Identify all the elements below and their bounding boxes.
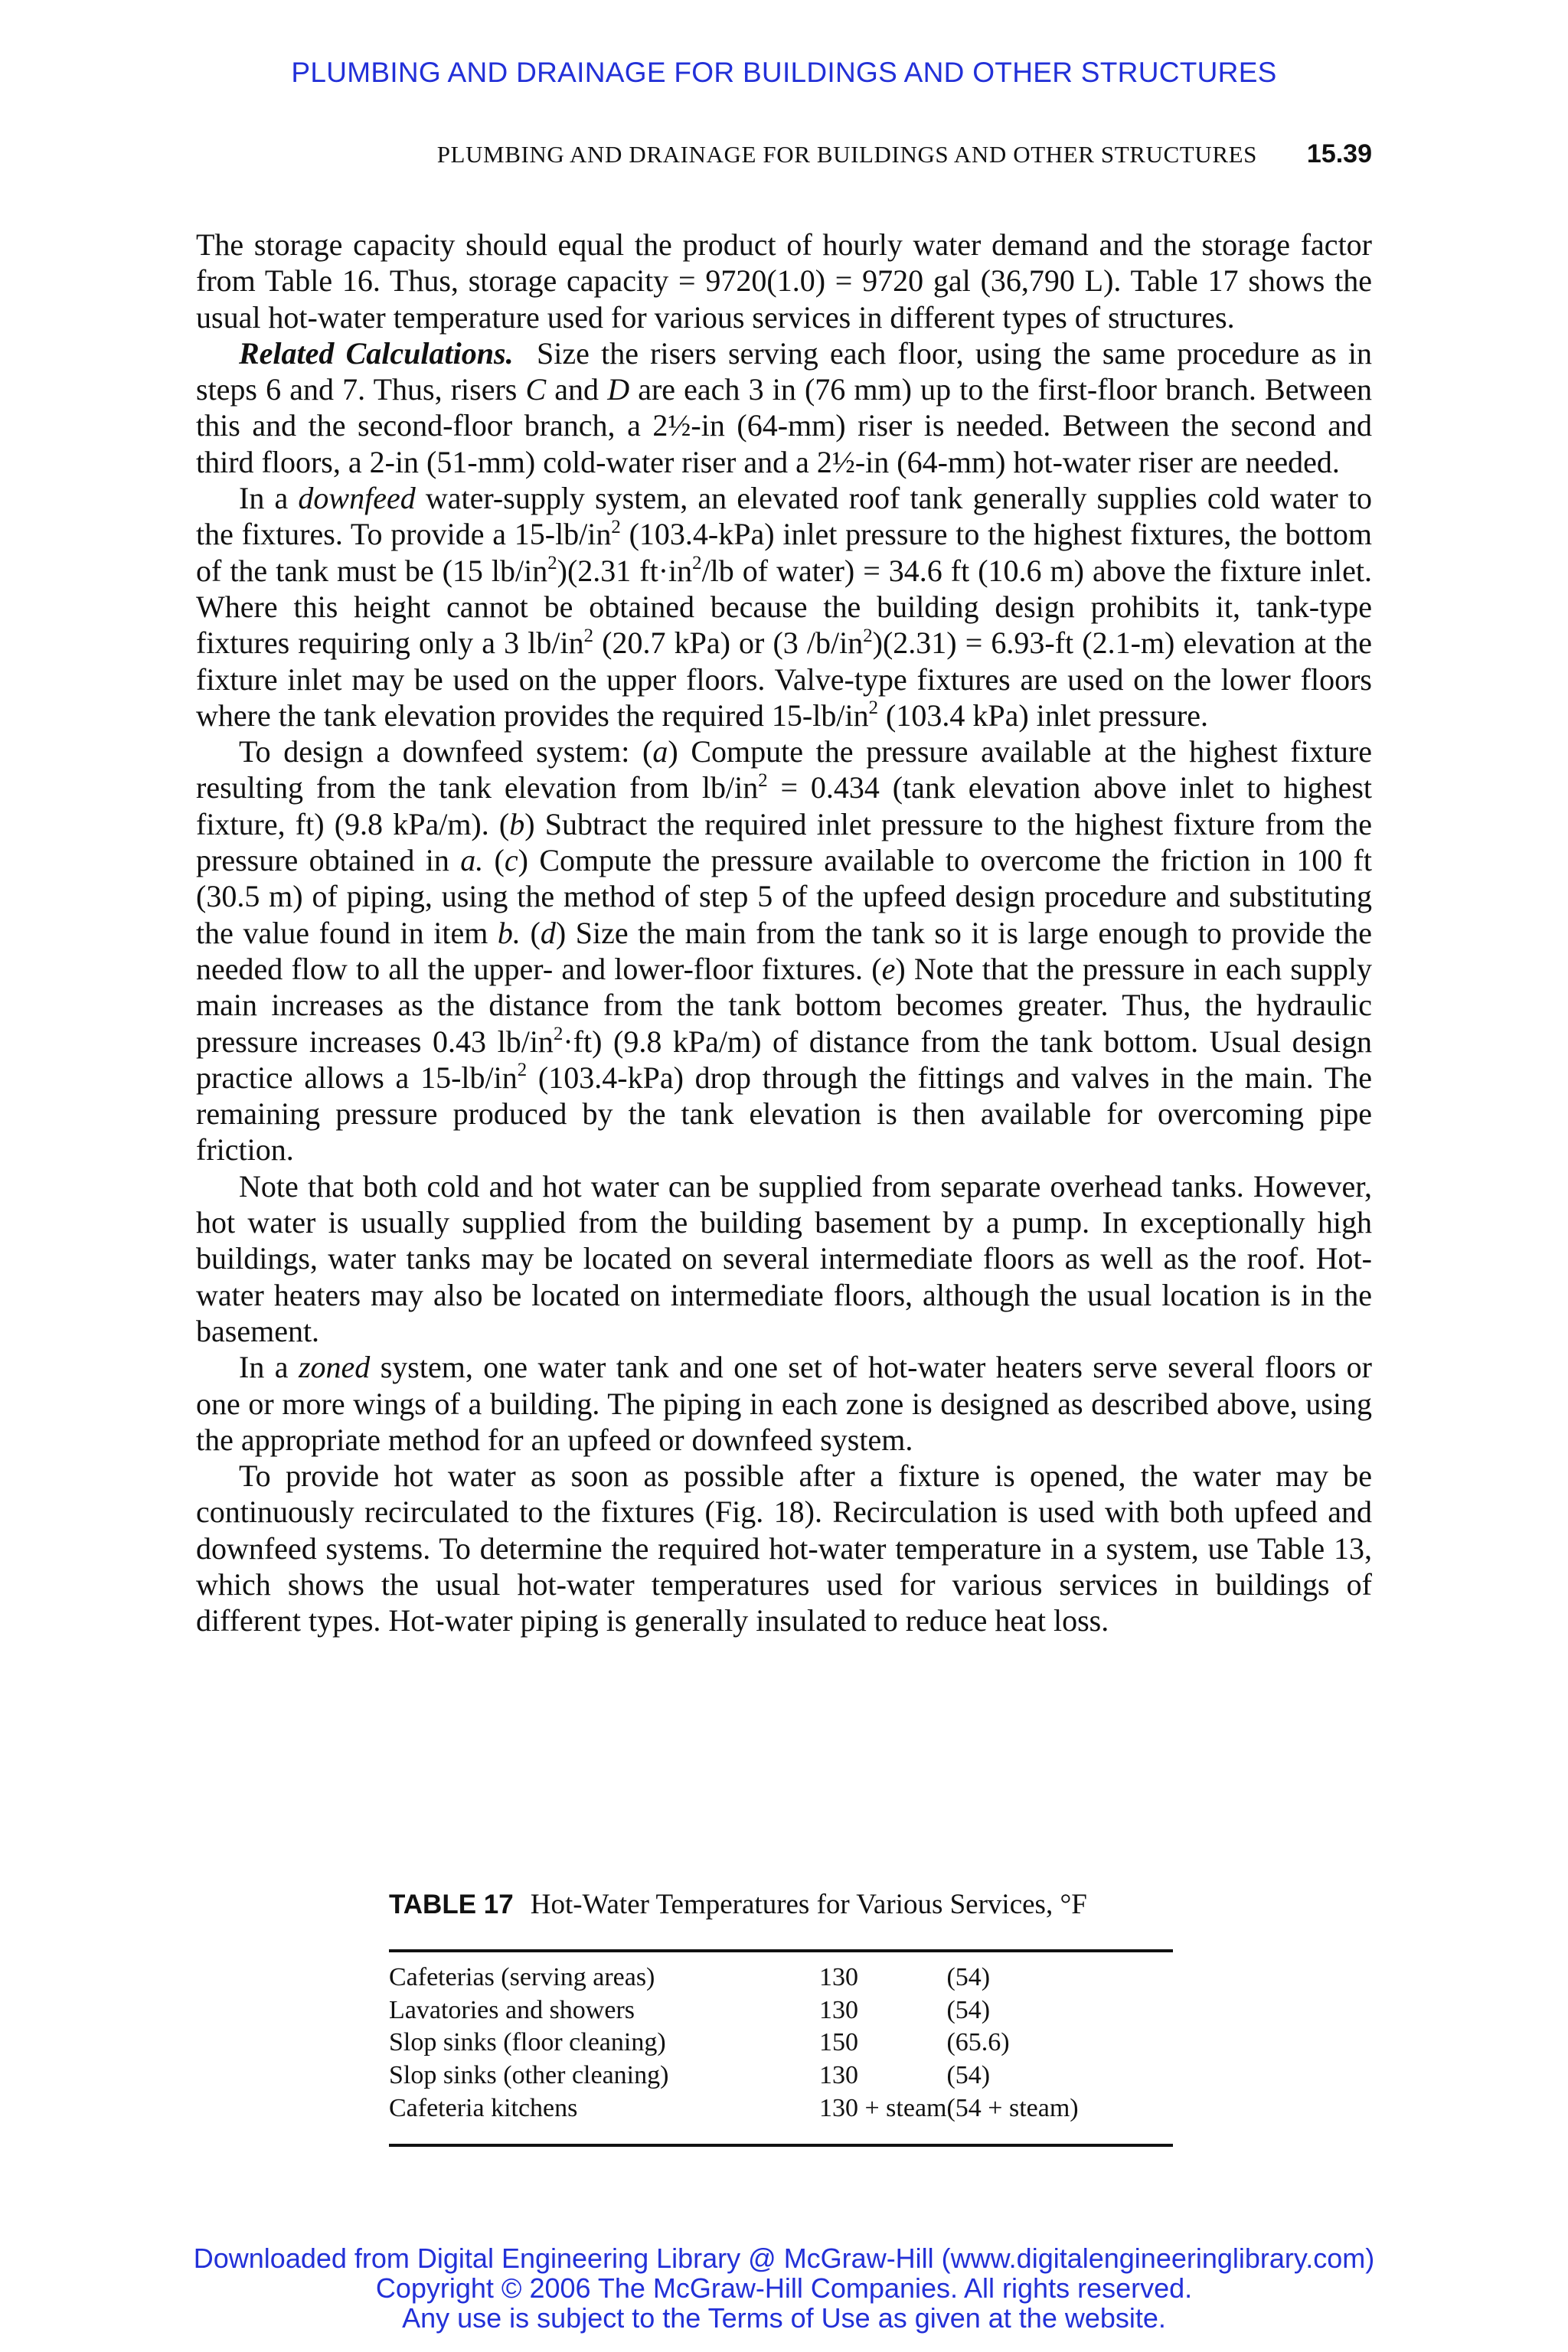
paragraph-downfeed-system: In a downfeed water-supply system, an elevated roof tank generally supplies cold water to the fixtures. To provide a $15-lb/in^2$ (103.4-kPa) inlet pressure to the highest fixtures, the bottom of the tank must be (15 $lb/in^2)(2.31$ $ft\cdot in^2/lb$ of water) = 34.6 ft (10.6 m) above the fixture inlet. Where this height cannot be obtained because the building design prohibits it, tank-type fixtures requiring only a 3 $lb/in^2$ (20.7 kPa) or (3 $/b/in^2)(2.31) = 6.93-ft$ (2.1-m) elevation at the fixture inlet may be used on the upper floors. Valve-type fixtures are used on the lower floors where the tank elevation provides the required $15-lb/in^2$ (103.4 kPa) inlet pressure. (196, 481, 1373, 733)
paragraph-related-calculations-text: Size the risers serving each floor, using the same procedure as in steps 6 and 7. Thus, risers C and D are each 3 in (76 mm) up to the first-floor branch. Between this and the second-floor branch, a 2½-in (64-mm) riser is needed. Between the second and third floors, a 2-in (51-mm) cold-water riser and a 2½-in (64-mm) hot-water riser are needed. (196, 335, 1372, 479)
celsius-cell: (54 + steam) (946, 2093, 1079, 2122)
fahrenheit-cell: 150 (819, 2028, 858, 2057)
download-banner: PLUMBING AND DRAINAGE FOR BUILDINGS AND OTHER STRUCTURES (291, 57, 1277, 88)
service-cell: Cafeteria kitchens (389, 2093, 578, 2122)
run-in-heading: Related Calculations. (239, 335, 514, 371)
table-caption (389, 1888, 1087, 1921)
paragraph-zoned-system: In a zoned system, one water tank and one set of hot-water heaters serve several floors or one or more wings of a building. The piping in each zone is designed as described above, using the appropriate method for an upfeed or downfeed system. (196, 1350, 1372, 1457)
fahrenheit-cell: 130 (819, 2061, 858, 2090)
footer-copyright-line: Copyright © 2006 The McGraw-Hill Companies. All rights reserved. (375, 2272, 1193, 2304)
fahrenheit-cell: 130 + steam (819, 2093, 947, 2122)
paragraph-storage-capacity: The storage capacity should equal the product of hourly water demand and the storage factor from Table 16. Thus, storage capacity = 9720(1.0) = 9720 gal (36,790 L). Table 17 shows the usual hot-water temperature used for various services in different types of structures. (196, 227, 1372, 335)
running-head (196, 141, 1372, 178)
copyright-footer (0, 2243, 1568, 2333)
paragraph-overhead-tanks: Note that both cold and hot water can be supplied from separate overhead tanks. However, hot water is usually supplied from the building basement by a pump. In exceptionally high buildings, water tanks may be located on several intermediate floors as well as the roof. Hot-water heaters may also be located on intermediate floors, although the usual location is in the basement. (196, 1168, 1372, 1348)
service-cell: Lavatories and showers (389, 1995, 635, 2024)
footer-download-line: Downloaded from Digital Engineering Library @ McGraw-Hill (www.digitalengineeringlibrary.com) (193, 2243, 1375, 2274)
table-title: Hot-Water Temperatures for Various Services, °F (530, 1889, 1087, 1920)
fahrenheit-cell: 130 (819, 1963, 858, 1992)
service-cell: Slop sinks (other cleaning) (389, 2061, 669, 2090)
running-head-title: PLUMBING AND DRAINAGE FOR BUILDINGS AND OTHER STRUCTURES (436, 141, 1257, 168)
table-row (389, 2092, 1079, 2125)
hot-water-temperature-table (389, 1962, 1079, 2125)
table-row (389, 2027, 1079, 2060)
celsius-cell: (54) (946, 2061, 991, 2090)
body-text (196, 227, 1372, 1639)
page-number: 15.39 (1306, 139, 1372, 168)
table-label: TABLE 17 (389, 1890, 514, 1919)
table-row (389, 1994, 1079, 2027)
service-cell: Cafeterias (serving areas) (389, 1963, 655, 1992)
paragraph-recirculation: To provide hot water as soon as possible after a fixture is opened, the water may be continuously recirculated to the fixtures (Fig. 18). Recirculation is used with both upfeed and downfeed systems. To determine the required hot-water temperature in a system, use Table 13, which shows the usual hot-water temperatures used for various services in buildings of different types. Hot-water piping is generally insulated to reduce heat loss. (196, 1459, 1372, 1638)
service-cell: Slop sinks (floor cleaning) (389, 2028, 666, 2057)
table-row (389, 2060, 1079, 2092)
fahrenheit-cell: 130 (819, 1995, 858, 2024)
table-top-rule (389, 1949, 1173, 1952)
paragraph-related-calculations (196, 335, 1372, 480)
table-bottom-rule (389, 2144, 1173, 2147)
footer-terms-line: Any use is subject to the Terms of Use as given at the website. (402, 2302, 1166, 2334)
paragraph-downfeed-design: To design a downfeed system: (a) Compute the pressure available at the highest fixture resulting from the tank elevation from $lb/in^2 = 0.434$ (tank elevation above inlet to highest fixture, ft) (9.8 kPa/m). (b) Subtract the required inlet pressure to the highest fixture from the pressure obtained in a. (c) Compute the pressure available to overcome the friction in 100 ft (30.5 m) of piping, using the method of step 5 of the upfeed design procedure and substituting the value found in item b. (d) Size the main from the tank so it is large enough to provide the needed flow to all the upper- and lower-floor fixtures. (e) Note that the pressure in each supply main increases as the distance from the tank bottom becomes greater. Thus, the hydraulic pressure increases 0.43 $lb/in^2\cdot ft$) (9.8 kPa/m) of distance from the tank bottom. Usual design practice allows a $15-lb/in^2$ (103.4-kPa) drop through the fittings and valves in the main. The remaining pressure produced by the tank elevation is then available for overcoming pipe friction. (196, 734, 1373, 1168)
celsius-cell: (54) (946, 1963, 991, 1992)
table-row (389, 1962, 1079, 1994)
celsius-cell: (54) (946, 1995, 991, 2024)
celsius-cell: (65.6) (946, 2028, 1010, 2057)
